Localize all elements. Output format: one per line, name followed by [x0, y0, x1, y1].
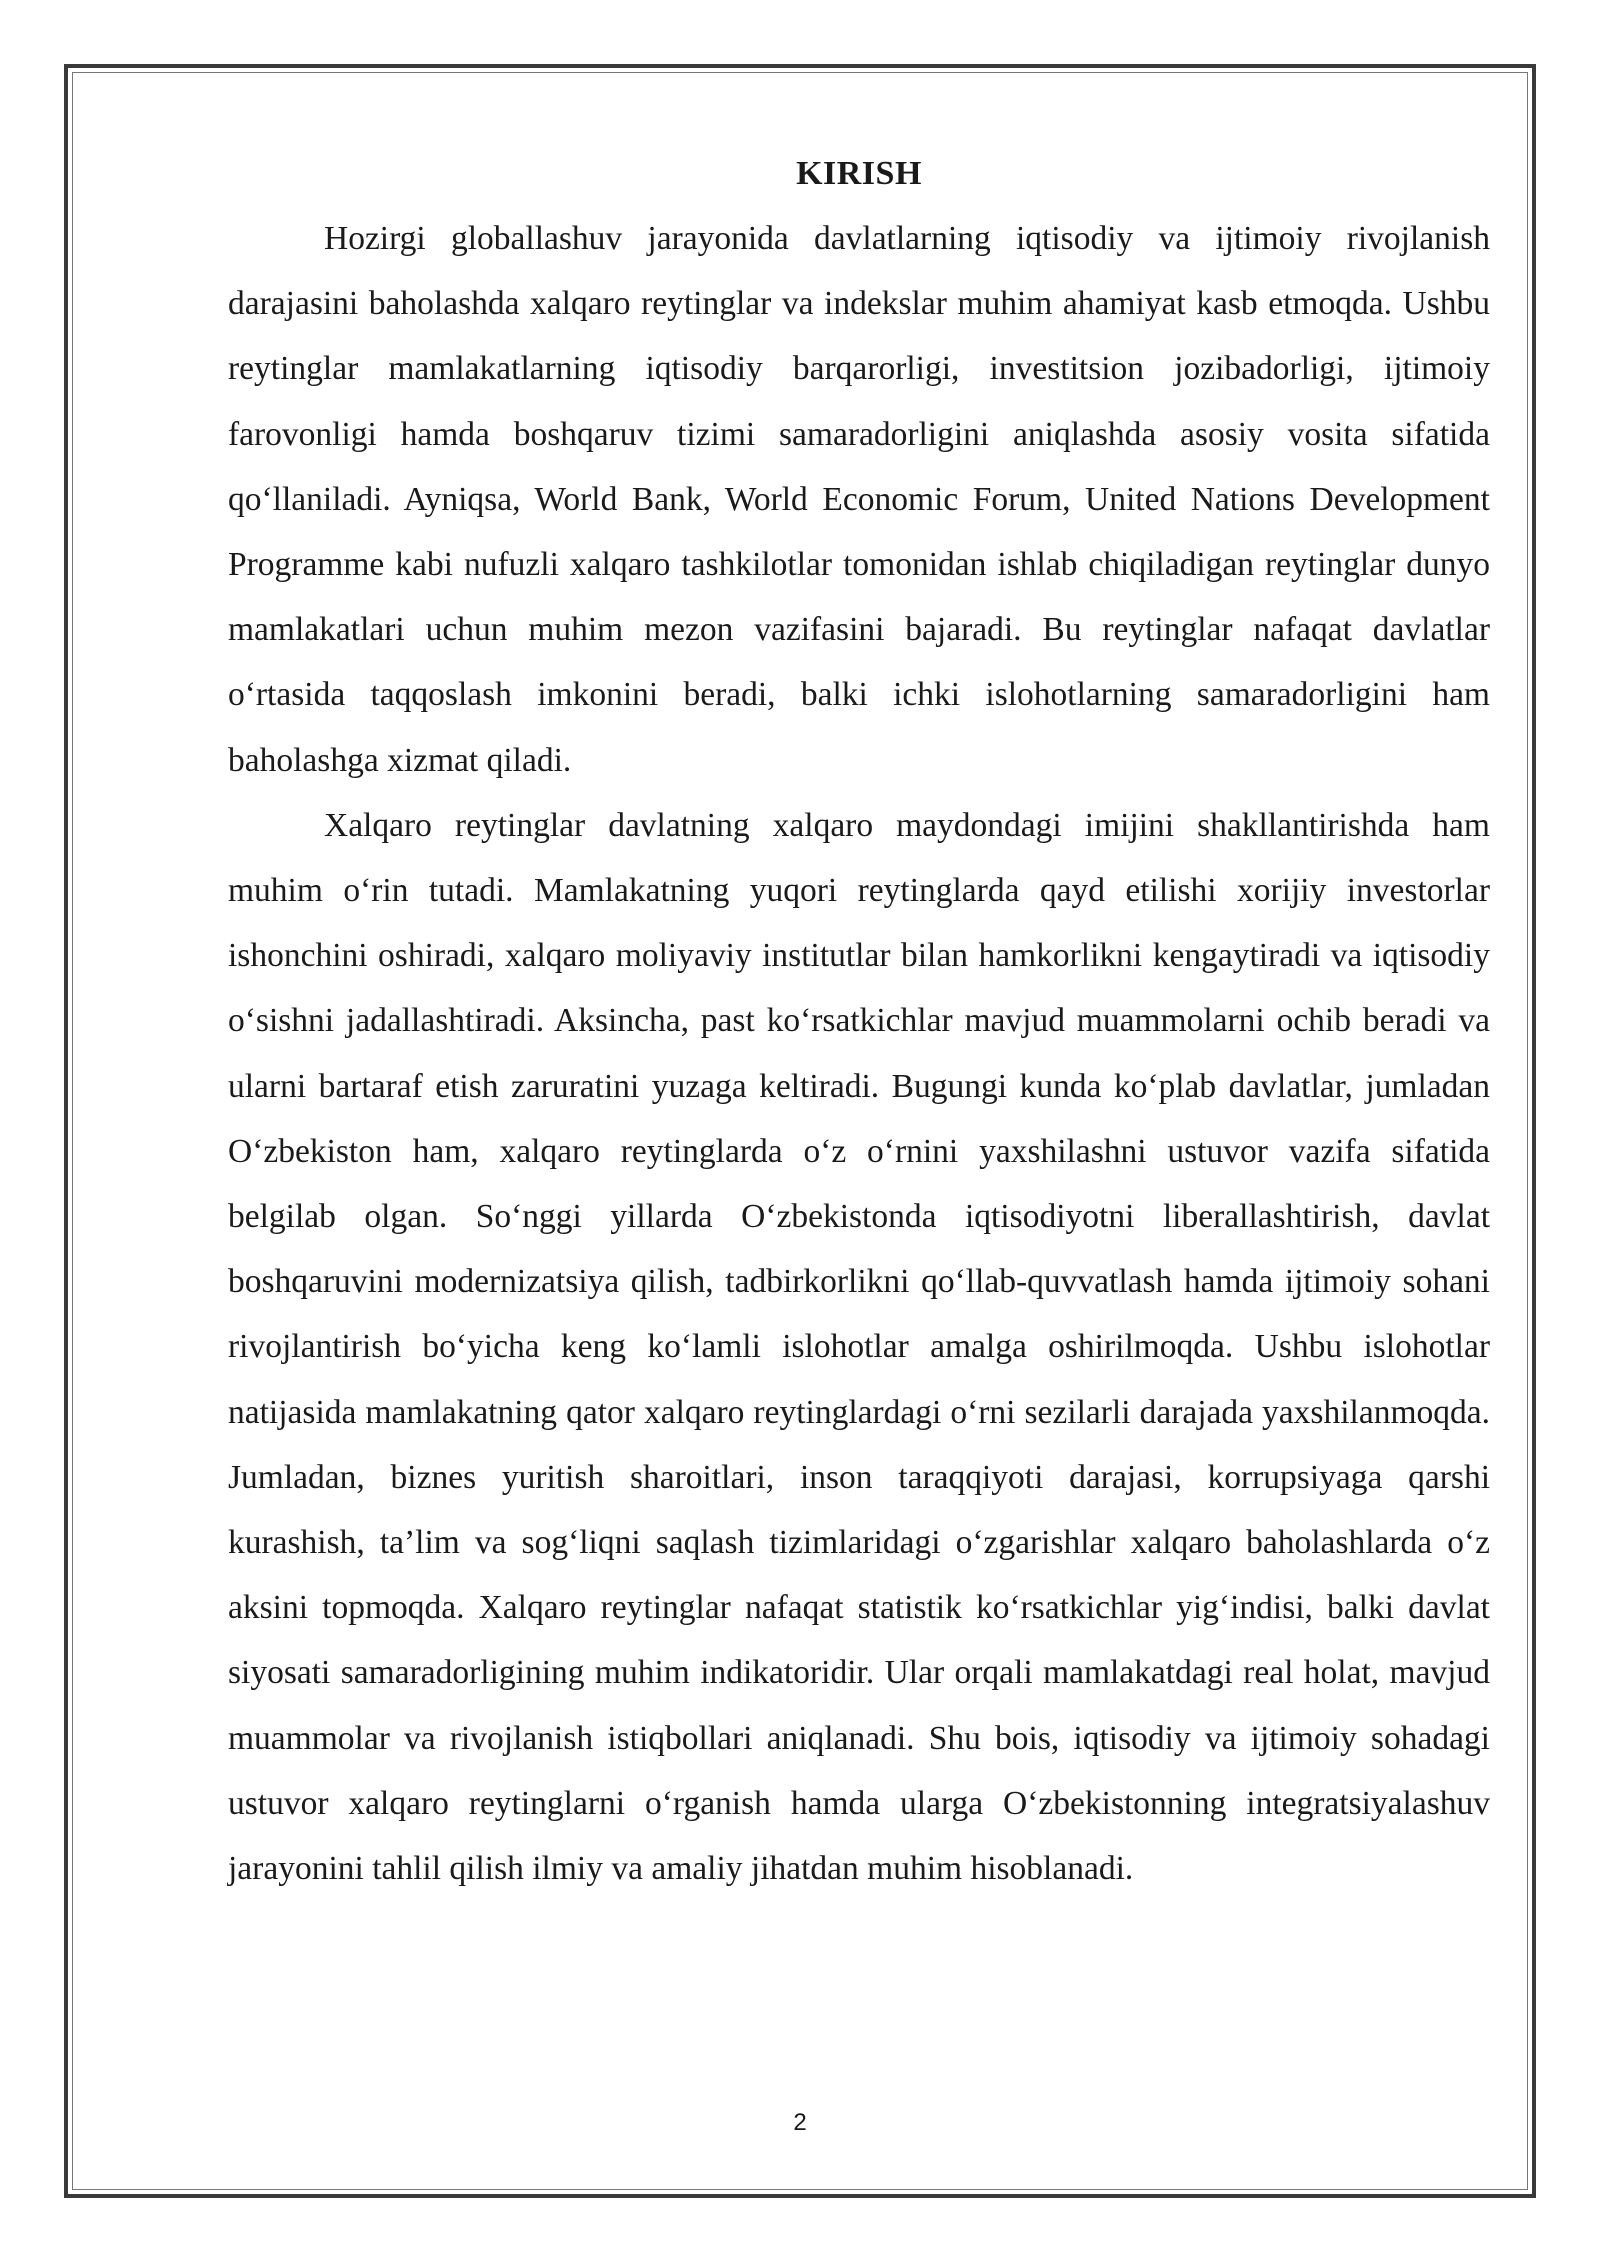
page-number: 2	[793, 2109, 807, 2136]
section-title: KIRISH	[796, 155, 922, 192]
document-body	[228, 146, 1490, 1901]
paragraph-1: Hozirgi globallashuv jarayonida davlatlarning iqtisodiy va ijtimoiy rivojlanish darajasini baholashda xalqaro reytinglar va indekslar muhim ahamiyat kasb etmoqda. Ushbu reytinglar mamlakatlarning iqtisodiy barqarorligi, investitsion jozibadorligi, ijtimoiy farovonligi hamda boshqaruv tizimi samaradorligini aniqlashda asosiy vosita sifatida qo‘llaniladi. Ayniqsa, World Bank, World Economic Forum, United Nations Development Programme kabi nufuzli xalqaro tashkilotlar tomonidan ishlab chiqiladigan reytinglar dunyo mamlakatlari uchun muhim mezon vazifasini bajaradi. Bu reytinglar nafaqat davlatlar o‘rtasida taqqoslash imkonini beradi, balki ichki islohotlarning samaradorligini ham baholashga xizmat qiladi.	[228, 220, 1490, 779]
paragraph-2: Xalqaro reytinglar davlatning xalqaro maydondagi imijini shakllantirishda ham muhim o‘rin tutadi. Mamlakatning yuqori reytinglarda qayd etilishi xorijiy investorlar ishonchini oshiradi, xalqaro moliyaviy institutlar bilan hamkorlikni kengaytiradi va iqtisodiy o‘sishni jadallashtiradi. Aksincha, past ko‘rsatkichlar mavjud muammolarni ochib beradi va ularni bartaraf etish zaruratini yuzaga keltiradi. Bugungi kunda ko‘plab davlatlar, jumladan O‘zbekiston ham, xalqaro reytinglarda o‘z o‘rnini yaxshilashni ustuvor vazifa sifatida belgilab olgan. So‘nggi yillarda O‘zbekistonda iqtisodiyotni liberallashtirish, davlat boshqaruvini modernizatsiya qilish, tadbirkorlikni qo‘llab-quvvatlash hamda ijtimoiy sohani rivojlantirish bo‘yicha keng ko‘lamli islohotlar amalga oshirilmoqda. Ushbu islohotlar natijasida mamlakatning qator xalqaro reytinglardagi o‘rni sezilarli darajada yaxshilanmoqda. Jumladan, biznes yuritish sharoitlari, inson taraqqiyoti darajasi, korrupsiyaga qarshi kurashish, ta’lim va sog‘liqni saqlash tizimlaridagi o‘zgarishlar xalqaro baholashlarda o‘z aksini topmoqda. Xalqaro reytinglar nafaqat statistik ko‘rsatkichlar yig‘indisi, balki davlat siyosati samaradorligining muhim indikatoridir. Ular orqali mamlakatdagi real holat, mavjud muammolar va rivojlanish istiqbollari aniqlanadi. Shu bois, iqtisodiy va ijtimoiy sohadagi ustuvor xalqaro reytinglarni o‘rganish hamda ularga O‘zbekistonning integratsiyalashuv jarayonini tahlil qilish ilmiy va amaliy jihatdan muhim hisoblanadi.	[228, 806, 1490, 1888]
